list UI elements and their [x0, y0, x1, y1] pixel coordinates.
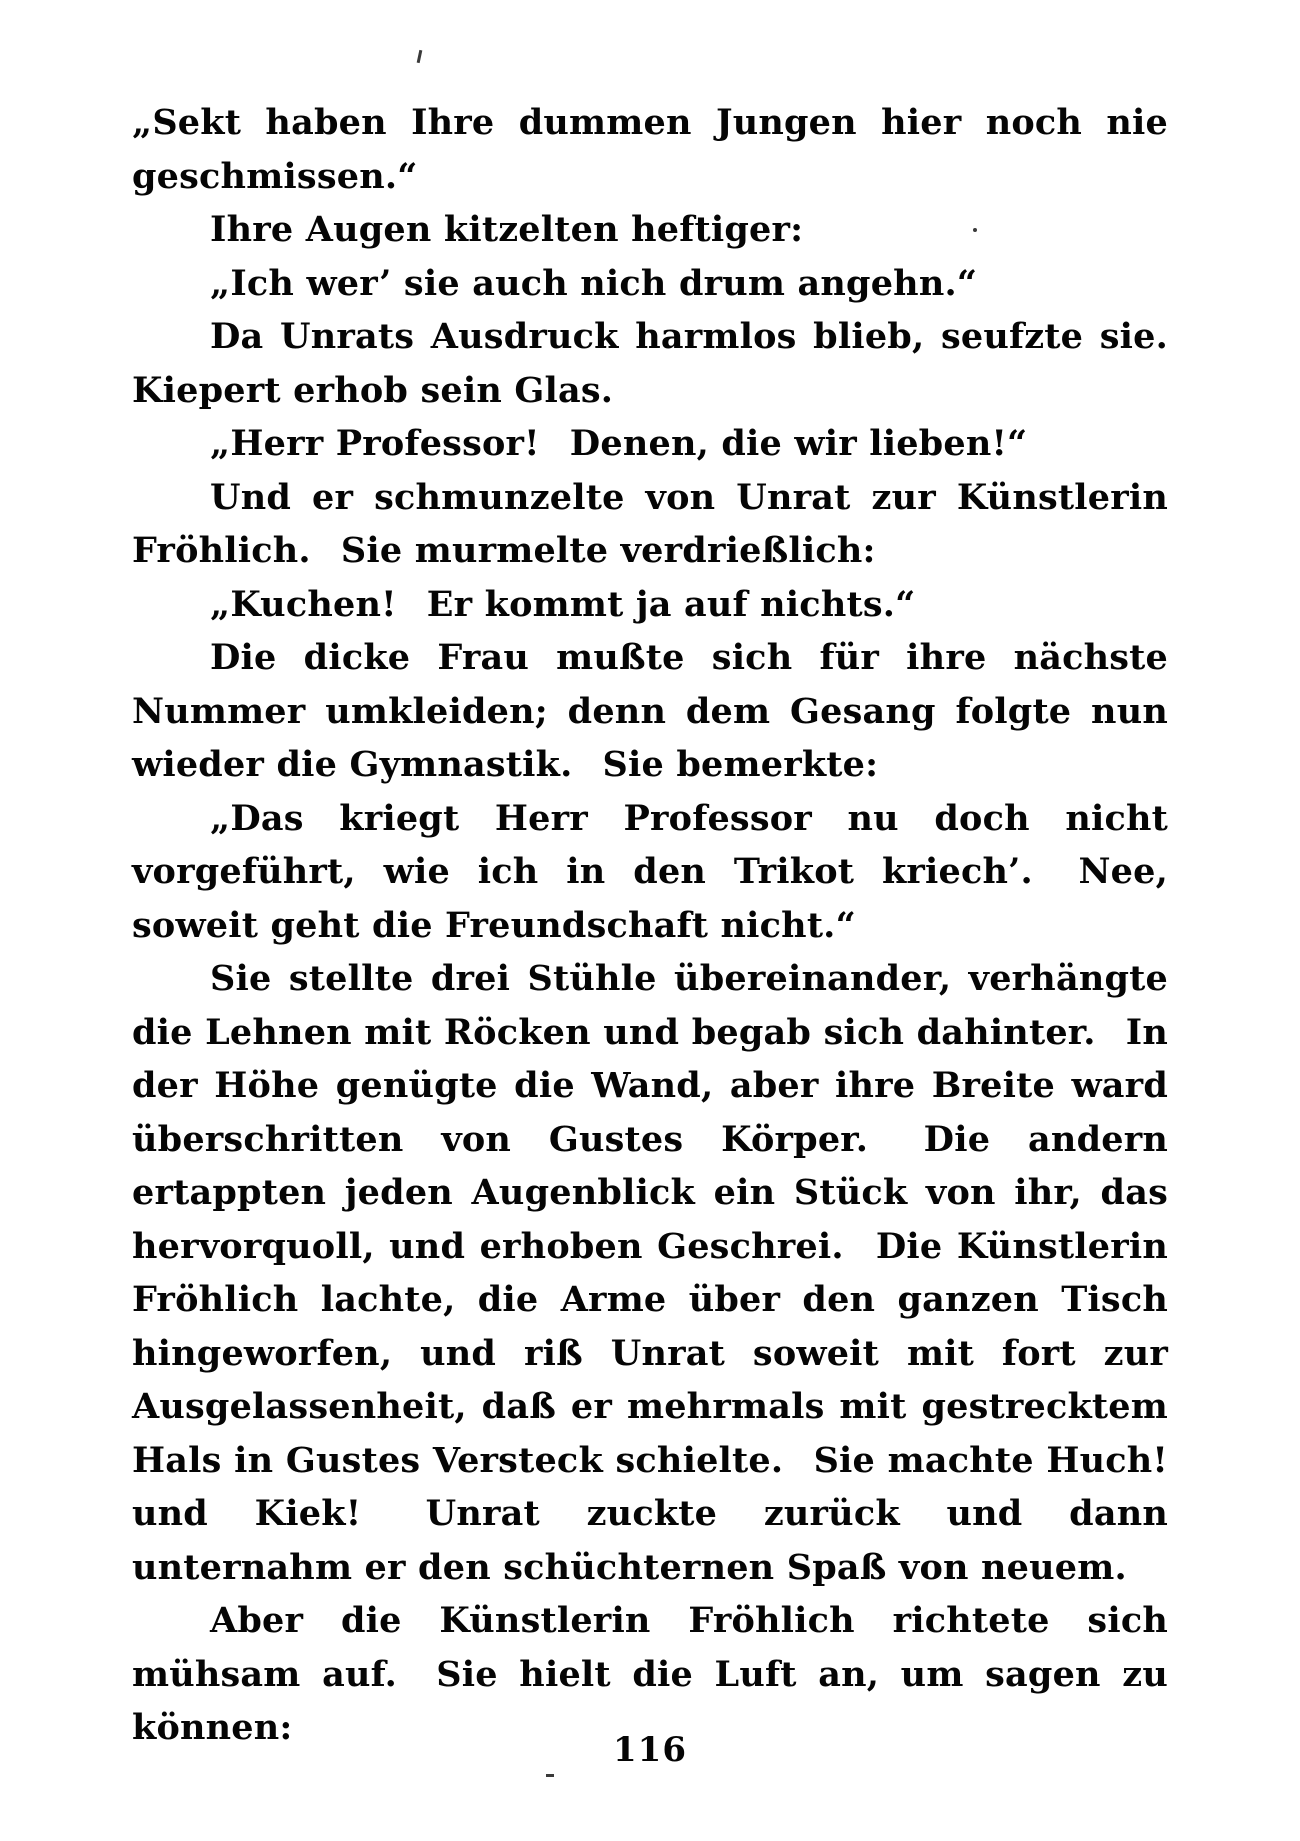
paragraph: „Kuchen! Er kommt ja auf nichts.“: [210, 583, 916, 625]
paragraph: Und er schmunzelte von Unrat zur Künstlerin Fröhlich. Sie murmelte verdrießlich:: [132, 476, 1168, 571]
paper-speck-icon: [417, 50, 423, 63]
page-number: 116: [613, 1730, 687, 1770]
paragraph: Aber die Künstlerin Fröhlich richtete sich mühsam auf. Sie hielt die Luft an, um sagen zu können:: [132, 1600, 1168, 1748]
paragraph: Da Unrats Ausdruck harmlos blieb, seufzte sie. Kiepert erhob sein Glas.: [132, 316, 1168, 411]
paragraph: „Das kriegt Herr Professor nu doch nicht vorgeführt, wie ich in den Trikot kriech’. Nee, soweit geht die Freundschaft nicht.“: [132, 797, 1168, 946]
paragraph: „Herr Professor! Denen, die wir lieben!“: [210, 423, 1028, 464]
paper-speck-icon: [546, 1774, 554, 1777]
paragraph: Die dicke Frau mußte sich für ihre nächste Nummer umkleiden; denn dem Gesang folgte nun wieder die Gymnastik. Sie bemerkte:: [132, 637, 1168, 785]
paragraph: Sie stellte drei Stühle übereinander, verhängte die Lehnen mit Röcken und begab sich dahinter. In der Höhe genügte die Wand, aber ihre Breite ward überschritten von Gustes Körper. Die andern ertappten jeden Augenblick ein Stück von ihr, das hervorquoll, und erhoben Geschrei. Die Künstlerin Fröhlich lachte, die Arme über den ganzen Tisch hingeworfen, und riß Unrat soweit mit fort zur Ausgelassenheit, daß er mehrmals mit gestrecktem Hals in Gustes Versteck schielte. Sie machte Huch! und Kiek! Unrat zuckte zurück und dann unternahm er den schüchternen Spaß von neuem.: [132, 958, 1168, 1588]
body-text: [132, 96, 1168, 1755]
paragraph: „Ich wer’ sie auch nich drum angehn.“: [210, 262, 978, 304]
paragraph: „Sekt haben Ihre dummen Jungen hier noch nie geschmissen.“: [132, 102, 1168, 197]
paragraph: Ihre Augen kitzelten heftiger:: [210, 209, 804, 250]
